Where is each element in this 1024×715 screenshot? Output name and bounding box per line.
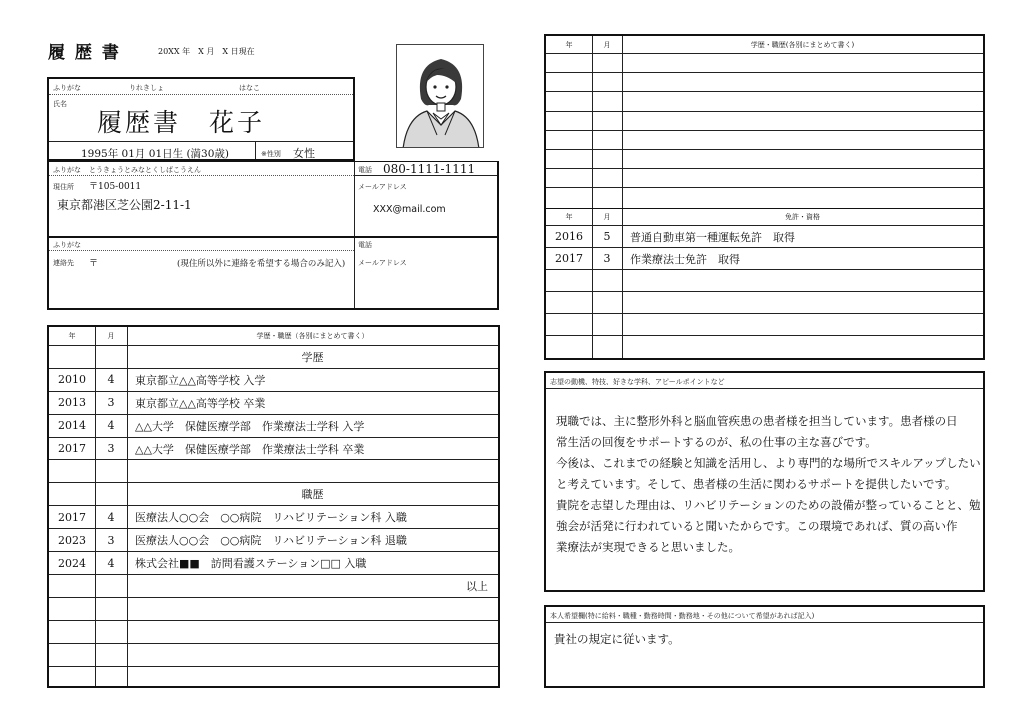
- history-table-left: [47, 325, 500, 688]
- license-month: [592, 337, 622, 359]
- photo-frame: [396, 44, 484, 148]
- license-month: [592, 314, 622, 335]
- license-row: [546, 314, 983, 336]
- motivation-line: 業療法が実現できると思いました。: [556, 540, 740, 554]
- history-section-title: 学歴: [301, 350, 324, 364]
- motivation-section: [544, 371, 985, 592]
- history-text: 医療法人○○会 ○○病院 リハビリテーション科 退職: [135, 534, 407, 548]
- license-year: 2016: [555, 230, 583, 244]
- col-content-header: 学歴・職歴（各別にまとめて書く）: [256, 332, 369, 340]
- furigana-surname: りれきしょ: [129, 84, 164, 92]
- address-furigana: とうきょうとみなとくしばこうえん: [89, 166, 201, 174]
- motivation-line: 常生活の回復をサポートするのが、私の仕事の主な喜びです。: [556, 435, 877, 449]
- history-row: [546, 92, 983, 111]
- history-year: 2017: [58, 442, 86, 456]
- motivation-line: と考えています。そして、患者様の生活に関わるサポートを提供したいです。: [556, 477, 957, 491]
- history-month: [95, 461, 127, 483]
- history-row: [546, 188, 983, 207]
- history-text: 医療法人○○会 ○○病院 リハビリテーション科 入職: [135, 511, 407, 525]
- history-row: [49, 506, 498, 529]
- history-text: [127, 667, 498, 690]
- wishes-label: 本人希望欄(特に給料・職種・勤務時間・勤務地・その他について希望があれば記入): [550, 612, 815, 620]
- history-year: [49, 575, 95, 597]
- history-year: [49, 598, 95, 620]
- name-label: 氏名: [53, 100, 67, 108]
- wishes-section: [544, 605, 985, 688]
- history-row: [49, 552, 498, 575]
- history-row: [49, 529, 498, 552]
- wishes-value: 貴社の規定に従います。: [554, 632, 680, 646]
- history-row: [546, 169, 983, 188]
- history-row: [546, 73, 983, 92]
- history-year: 2017: [58, 510, 86, 524]
- history-row: [49, 415, 498, 438]
- gender-label: ※性別: [261, 150, 281, 158]
- contact-phone-label: 電話: [358, 241, 372, 249]
- history-year: 2024: [58, 556, 86, 570]
- history-year: [49, 667, 95, 690]
- name-section: [47, 77, 355, 161]
- license-year: [546, 292, 592, 313]
- birth-date: 1995年 01月 01日生 (満30歳): [81, 148, 230, 160]
- license-year: 2017: [555, 252, 583, 266]
- history-month: [95, 621, 127, 643]
- contact-furigana-label: ふりがな: [53, 241, 81, 249]
- license-year: [546, 337, 592, 359]
- phone-value: 080-1111-1111: [383, 162, 476, 176]
- address-furigana-label: ふりがな: [53, 166, 81, 174]
- history-year: 2010: [58, 373, 86, 387]
- history-section-title: 職歴: [301, 488, 324, 502]
- furigana-label: ふりがな: [53, 84, 81, 92]
- page-title: 履 歴 書: [48, 43, 121, 63]
- woman-portrait-icon: [397, 45, 484, 148]
- history-month: 3: [107, 533, 115, 547]
- col-content-header: 免許・資格: [785, 213, 820, 221]
- history-row: [546, 112, 983, 131]
- license-text: [622, 270, 983, 291]
- address-label: 現住所: [53, 183, 74, 191]
- gender-value: 女性: [293, 147, 315, 160]
- license-year: [546, 314, 592, 335]
- motivation-line: 現職では、主に整形外科と脳血管疾患の患者様を担当しています。患者様の日: [556, 414, 958, 428]
- history-month: [95, 346, 127, 368]
- history-text: [127, 461, 498, 483]
- license-text: [622, 337, 983, 359]
- history-year: 2013: [58, 396, 86, 410]
- contact-postal-mark: 〒: [89, 259, 99, 269]
- history-row: [49, 438, 498, 461]
- license-year: [546, 270, 592, 291]
- history-month: [95, 598, 127, 620]
- history-row: [49, 598, 498, 621]
- history-row: [49, 461, 498, 484]
- history-month: 4: [107, 419, 115, 433]
- address-postal: 〒105-0011: [89, 182, 142, 192]
- history-year: [49, 621, 95, 643]
- licenses-table: [544, 208, 985, 360]
- col-content-header: 学歴・職歴(各別にまとめて書く): [750, 40, 855, 49]
- license-month: [592, 292, 622, 313]
- license-month: 5: [603, 230, 611, 244]
- contact-email-label: メールアドレス: [358, 259, 407, 267]
- history-year: [49, 644, 95, 666]
- history-row: [49, 575, 498, 598]
- date-as-of: 20XX 年 X 月 X 日現在: [158, 47, 255, 56]
- history-year: [49, 483, 95, 505]
- license-row: [546, 248, 983, 270]
- history-month: 4: [107, 373, 115, 387]
- col-year-header: 年: [565, 213, 573, 221]
- motivation-line: 強会が活発に行われていると聞いたからです。この環境であれば、質の高い作: [556, 519, 958, 533]
- address-value: 東京都港区芝公園2-11-1: [57, 198, 192, 212]
- email-label: メールアドレス: [358, 183, 407, 191]
- license-text: [622, 314, 983, 335]
- history-text: [127, 598, 498, 620]
- history-month: 4: [107, 556, 115, 570]
- motivation-line: 今後は、これまでの経験と知識を活用し、より専門的な場所でスキルアップしたい: [556, 456, 981, 470]
- history-month: 3: [107, 442, 115, 456]
- license-text: [622, 292, 983, 313]
- history-year: [49, 346, 95, 368]
- history-month: [95, 575, 127, 597]
- history-row: [49, 483, 498, 506]
- license-month: 3: [603, 252, 611, 266]
- license-text: 作業療法士免許 取得: [630, 252, 740, 266]
- history-text: 以上: [466, 579, 488, 593]
- history-month: [95, 483, 127, 505]
- license-month: [592, 270, 622, 291]
- history-year: [49, 461, 95, 483]
- furigana-given: はなこ: [239, 84, 260, 92]
- contact-label: 連絡先: [53, 259, 74, 267]
- history-row: [546, 54, 983, 73]
- email-value: XXX@mail.com: [373, 204, 446, 215]
- history-text: 東京都立△△高等学校 卒業: [135, 396, 266, 410]
- col-month-header: 月: [107, 332, 115, 340]
- address-section: [47, 161, 499, 310]
- history-row: [49, 392, 498, 415]
- license-row: [546, 337, 983, 359]
- history-row: [49, 667, 498, 690]
- history-text: △△大学 保健医療学部 作業療法士学科 卒業: [135, 442, 365, 456]
- col-year-header: 年: [565, 40, 573, 49]
- history-month: [95, 644, 127, 666]
- full-name: 履歴書 花子: [97, 108, 266, 137]
- history-text: [127, 644, 498, 666]
- history-month: 4: [107, 510, 115, 524]
- license-row: [546, 270, 983, 292]
- col-month-header: 月: [603, 40, 611, 49]
- history-table-right: [544, 34, 985, 210]
- history-row: [546, 131, 983, 150]
- history-row: [546, 150, 983, 169]
- license-row: [546, 292, 983, 314]
- motivation-label: 志望の動機、特技、好きな学科、アピールポイントなど: [550, 378, 725, 386]
- history-row: [49, 621, 498, 644]
- phone-label: 電話: [358, 166, 372, 174]
- motivation-line: 貴院を志望した理由は、リハビリテーションのための設備が整っていることと、勉: [556, 498, 981, 512]
- history-text: 株式会社■■ 訪問看護ステーション□□ 入職: [135, 557, 367, 571]
- history-month: 3: [107, 396, 115, 410]
- col-month-header: 月: [603, 213, 611, 221]
- license-row: [546, 226, 983, 248]
- history-year: 2023: [58, 533, 86, 547]
- license-text: 普通自動車第一種運転免許 取得: [630, 230, 795, 244]
- history-text: 東京都立△△高等学校 入学: [135, 373, 266, 387]
- history-row: [49, 644, 498, 667]
- history-month: [95, 667, 127, 690]
- history-text: △△大学 保健医療学部 作業療法士学科 入学: [135, 419, 365, 433]
- history-row: [49, 369, 498, 392]
- history-text: [127, 621, 498, 643]
- motivation-text: [556, 411, 981, 558]
- history-year: 2014: [58, 419, 86, 433]
- contact-note: (現住所以外に連絡を希望する場合のみ記入): [177, 259, 346, 269]
- col-year-header: 年: [68, 332, 76, 340]
- history-row: [49, 346, 498, 369]
